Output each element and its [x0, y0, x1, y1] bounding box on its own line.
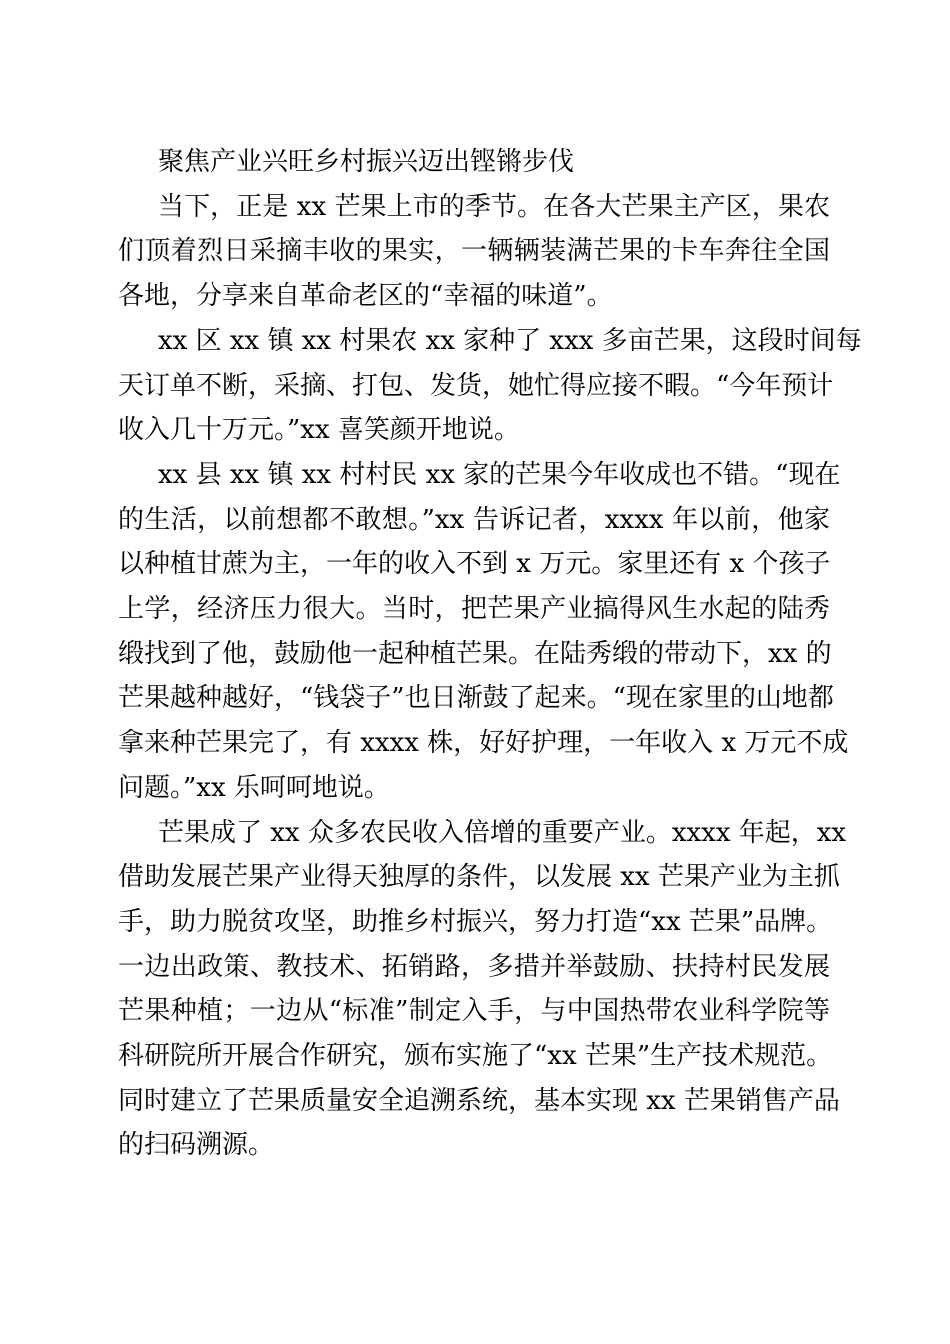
text-line: 的扫码溯源。 [118, 1130, 275, 1161]
text-line: xx 县 xx 镇 xx 村村民 xx 家的芒果今年收成也不错。“现在 [158, 459, 841, 490]
text-line: 借助发展芒果产业得天独厚的条件，以发展 xx 芒果产业为主抓 [118, 862, 840, 893]
text-line: 各地，分享来自革命老区的“幸福的味道”。 [118, 281, 613, 312]
text-line: 的生活，以前想都不敢想。”xx 告诉记者，xxxx 年以前，他家 [118, 504, 830, 535]
text-line: 当下，正是 xx 芒果上市的季节。在各大芒果主产区，果农 [158, 191, 830, 222]
text-line: 芒果越种越好，“钱袋子”也日渐鼓了起来。“现在家里的山地都 [118, 683, 834, 714]
paragraph-1 [118, 185, 830, 319]
text-line: 缎找到了他，鼓励他一起种植芒果。在陆秀缎的带动下，xx 的 [118, 638, 832, 669]
text-line: 一边出政策、教技术、拓销路，多措并举鼓励、扶持村民发展 [118, 951, 830, 982]
text-line: 手，助力脱贫攻坚，助推乡村振兴，努力打造“xx 芒果”品牌。 [118, 906, 833, 937]
text-line: 拿来种芒果完了，有 xxxx 株，好好护理，一年收入 x 万元不成 [118, 728, 849, 759]
text-line: 收入几十万元。”xx 喜笑颜开地说。 [118, 415, 520, 446]
document-body [118, 140, 862, 1168]
text-line: xx 区 xx 镇 xx 村果农 xx 家种了 xxx 多亩芒果，这段时间每 [158, 325, 862, 356]
paragraph-4 [118, 811, 847, 1169]
document-title: 聚焦产业兴旺乡村振兴迈出铿锵步伐 [158, 147, 575, 177]
paragraph-3 [118, 453, 849, 811]
text-line: 天订单不断，采摘、打包、发货，她忙得应接不暇。“今年预计 [118, 370, 834, 401]
text-line: 科研院所开展合作研究，颁布实施了“xx 芒果”生产技术规范。 [118, 1041, 833, 1072]
text-line: 同时建立了芒果质量安全追溯系统，基本实现 xx 芒果销售产品 [118, 1085, 840, 1116]
text-line: 上学，经济压力很大。当时，把芒果产业搞得风生水起的陆秀 [118, 594, 830, 625]
paragraph-2 [118, 319, 862, 453]
text-line: 问题。”xx 乐呵呵地说。 [118, 772, 390, 803]
text-line: 芒果成了 xx 众多农民收入倍增的重要产业。xxxx 年起，xx [158, 817, 847, 848]
text-line: 们顶着烈日采摘丰收的果实，一辆辆装满芒果的卡车奔往全国 [118, 236, 830, 267]
text-line: 以种植甘蔗为主，一年的收入不到 x 万元。家里还有 x 个孩子 [118, 549, 831, 580]
text-line: 芒果种植；一边从“标准”制定入手，与中国热带农业科学院等 [118, 996, 830, 1027]
